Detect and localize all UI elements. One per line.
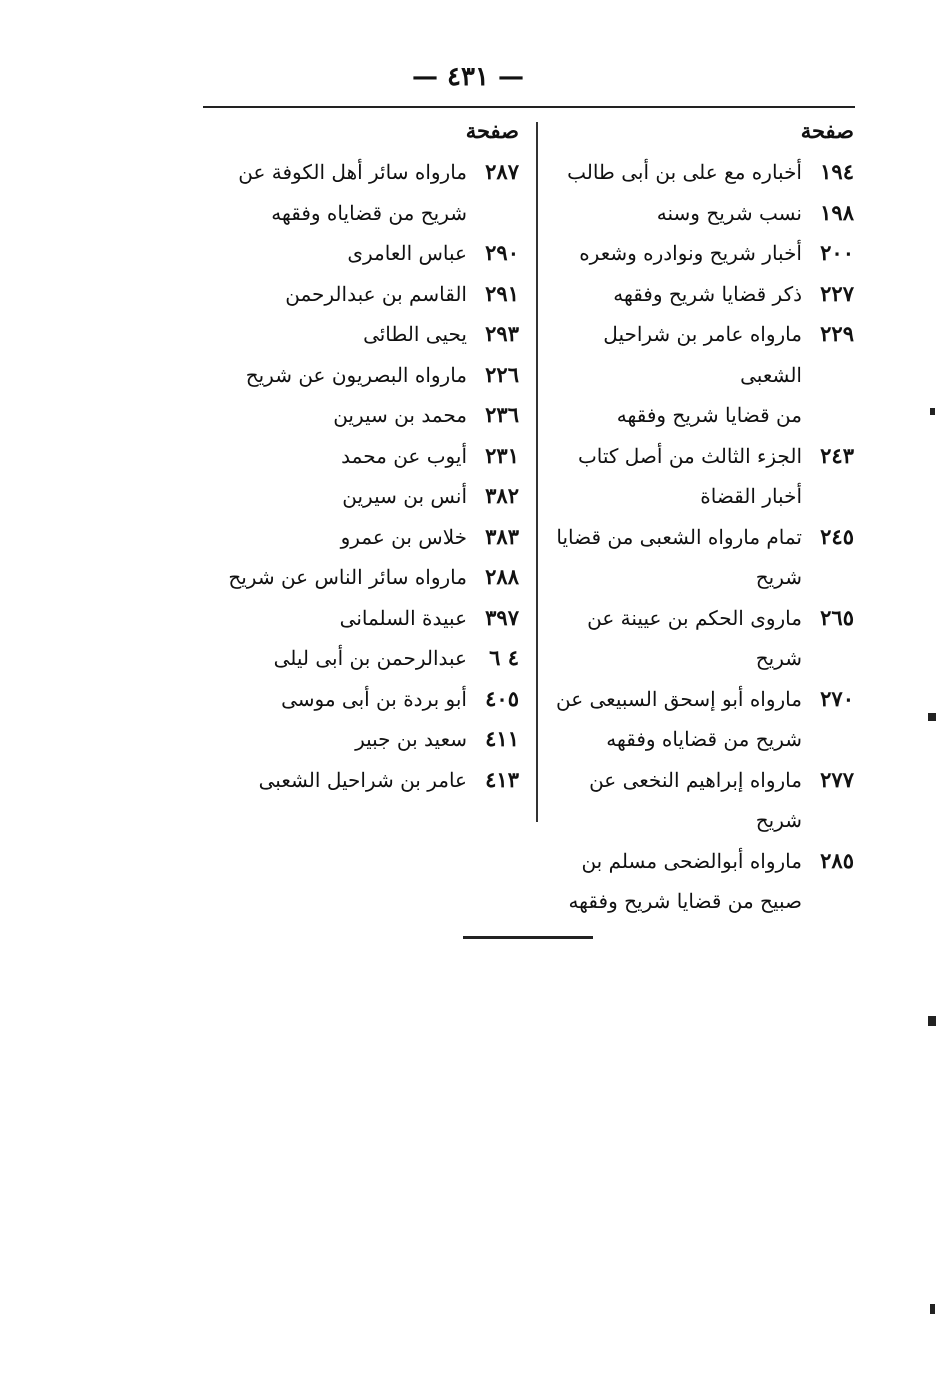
- entry-title: أبو بردة بن أبى موسى: [281, 686, 467, 711]
- entry-title: القاسم بن عبدالرحمن: [285, 281, 467, 306]
- column-header: صفحة: [800, 118, 854, 143]
- margin-mark: [930, 408, 935, 415]
- entry-page-number: [467, 193, 519, 234]
- entry-page-number: ١٩٤: [820, 159, 854, 184]
- entry-title: مارواه عامر بن شراحيل الشعبى من قضايا شريح وفقهه: [603, 322, 802, 427]
- index-entry: [203, 233, 519, 274]
- entry-page-number: ٢٤٣: [820, 442, 854, 468]
- index-entry: [548, 274, 854, 315]
- entry-page-number: ٢٩٠: [485, 240, 519, 265]
- entry-page-number: ٢٢٩: [820, 321, 854, 346]
- entry-title: نسب شريح وسنه: [656, 200, 802, 225]
- entry-page-number: ٢٩٣: [485, 321, 519, 346]
- entry-page-number: ٢٣١: [485, 442, 519, 468]
- entry-page-number: ٢٠٠: [820, 240, 854, 265]
- entry-title: محمد بن سيرين: [333, 403, 467, 427]
- entry-title: مارواه أبو إسحق السبيعى عن شريح من قضاياه وفقهه: [556, 686, 802, 751]
- entry-list: [548, 152, 854, 922]
- entry-page-number: ٢٦٥: [820, 604, 854, 630]
- index-entry: [203, 719, 519, 760]
- index-entry: [203, 557, 519, 598]
- index-entry: [203, 395, 519, 436]
- index-entry: [203, 679, 519, 720]
- column-header: صفحة: [465, 118, 519, 143]
- entry-page-number: ١٩٨: [820, 199, 854, 225]
- index-entry: [203, 355, 519, 396]
- margin-mark: [928, 713, 936, 721]
- column-divider: [536, 122, 538, 822]
- entry-page-number: ٤١١: [485, 726, 519, 751]
- entry-title: عباس العامرى: [347, 241, 467, 265]
- entry-page-number: ٢٨٧: [485, 159, 519, 184]
- entry-title: مارواه سائر أهل الكوفة عن: [238, 160, 467, 184]
- entry-page-number: ٢٧٠: [820, 685, 854, 711]
- index-entry: [548, 679, 854, 760]
- entry-title: شريح من قضاياه وفقهه: [271, 200, 467, 225]
- entry-title: يحيى الطائى: [363, 322, 467, 346]
- entry-page-number: ٢٩١: [485, 280, 519, 306]
- entry-title: أخباره مع على بن أبى طالب: [567, 160, 802, 184]
- entry-title: ماروى الحكم بن عيينة عن شريح: [587, 605, 802, 670]
- margin-mark: [930, 1304, 935, 1314]
- entry-page-number: ٢٨٨: [485, 564, 519, 589]
- index-entry: [203, 436, 519, 477]
- index-entry: [548, 436, 854, 517]
- entry-title: عامر بن شراحيل الشعبى: [258, 767, 467, 792]
- entry-title: أنس بن سيرين: [342, 484, 467, 508]
- index-column-right: [548, 112, 854, 922]
- entry-page-number: ٢٢٧: [820, 280, 854, 306]
- index-entry: [548, 598, 854, 679]
- entry-page-number: ٤ ٦: [489, 645, 519, 670]
- index-entry: [548, 760, 854, 841]
- index-entry: [203, 517, 519, 558]
- index-entry: [548, 841, 854, 922]
- entry-title: الجزء الثالث من أصل كتاب أخبار القضاة: [577, 443, 802, 508]
- entry-page-number: ٢٧٧: [820, 766, 854, 792]
- index-entry: [548, 233, 854, 274]
- entry-page-number: ٢٨٥: [820, 847, 854, 873]
- index-entry: [548, 517, 854, 598]
- index-entry: [548, 314, 854, 436]
- index-entry: [548, 152, 854, 193]
- index-entry: [548, 193, 854, 234]
- entry-title: مارواه سائر الناس عن شريح: [228, 565, 467, 589]
- entry-page-number: ٤١٣: [485, 766, 519, 792]
- index-entry: [203, 638, 519, 679]
- entry-page-number: ٢٤٥: [820, 523, 854, 549]
- index-entry: [203, 152, 519, 193]
- entry-title: مارواه البصريون عن شريح: [245, 362, 467, 387]
- entry-title: خلاس بن عمرو: [340, 524, 467, 549]
- entry-title: تمام مارواه الشعبى من قضايا شريح: [556, 524, 802, 589]
- entry-page-number: ٤٠٥: [485, 685, 519, 711]
- entry-page-number: ٢٢٦: [485, 361, 519, 387]
- entry-list: [203, 152, 519, 800]
- index-column-left: [203, 112, 519, 800]
- entry-page-number: ٣٨٣: [485, 523, 519, 549]
- entry-title: مارواه إبراهيم النخعى عن شريح: [589, 767, 802, 832]
- entry-page-number: ٣٩٧: [485, 604, 519, 630]
- entry-page-number: ٣٨٢: [485, 483, 519, 508]
- page-number: — ٤٣١ —: [411, 62, 525, 92]
- entry-title: سعيد بن جبير: [355, 727, 467, 751]
- margin-mark: [928, 1016, 936, 1026]
- entry-title: عبدالرحمن بن أبى ليلى: [273, 646, 467, 670]
- entry-title: مارواه أبوالضحى مسلم بن صبيح من قضايا شريح وفقهه: [568, 848, 802, 913]
- index-entry: [203, 314, 519, 355]
- entry-title: عبيدة السلمانى: [339, 605, 467, 630]
- entry-title: أيوب عن محمد: [341, 443, 467, 468]
- index-entry: [203, 274, 519, 315]
- index-entry: [203, 760, 519, 801]
- index-entry: [203, 193, 519, 234]
- end-rule: [463, 936, 593, 939]
- index-entry: [203, 476, 519, 517]
- entry-title: ذكر قضايا شريح وفقهه: [613, 281, 802, 306]
- header-rule: [203, 106, 855, 108]
- index-entry: [203, 598, 519, 639]
- entry-page-number: ٢٣٦: [485, 402, 519, 427]
- entry-title: أخبار شريح ونوادره وشعره: [579, 241, 802, 265]
